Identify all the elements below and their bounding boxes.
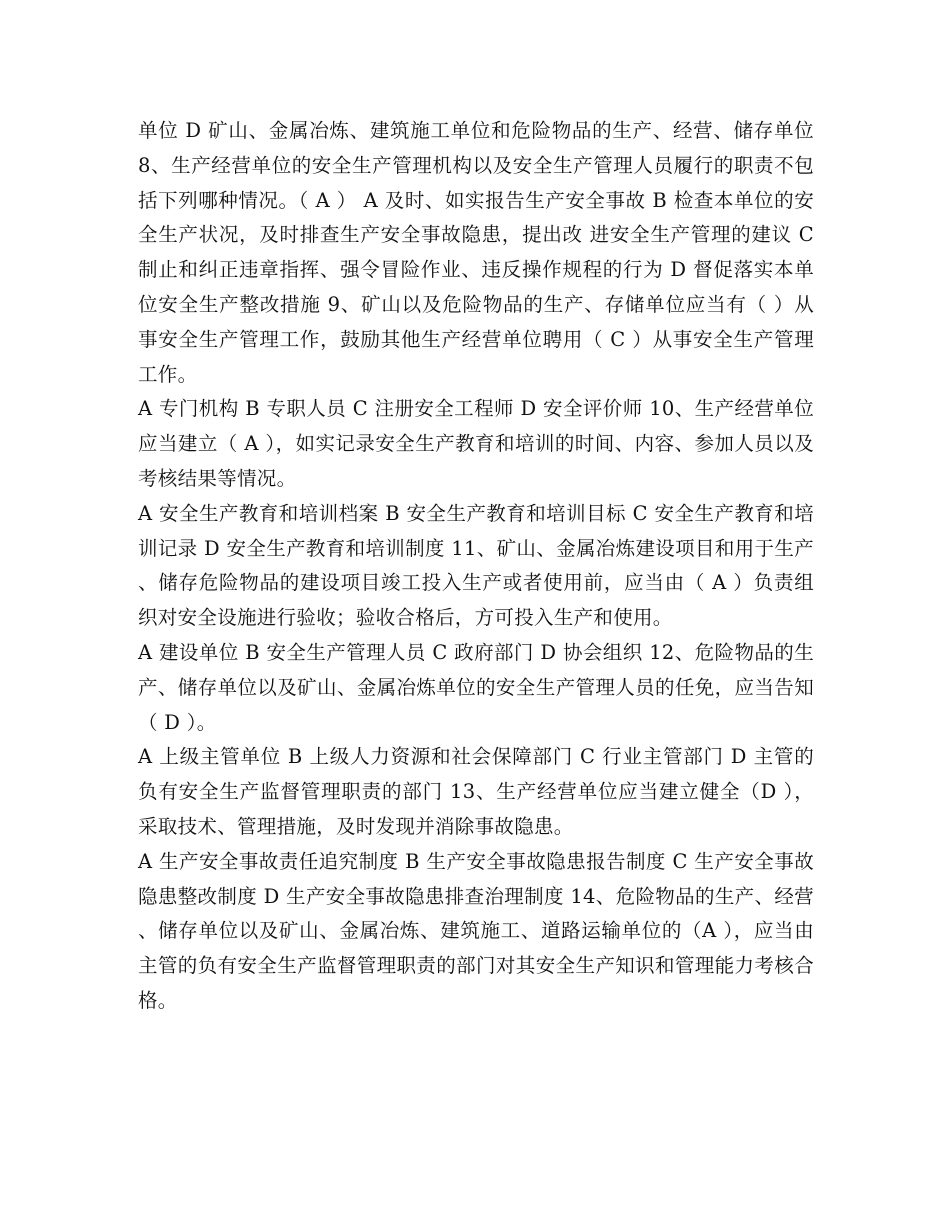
document-body xyxy=(138,114,814,1019)
paragraph-4: A 建设单位 B 安全生产管理人员 C 政府部门 D 协会组织 12、危险物品的生产、储存单位以及矿山、金属冶炼单位的安全生产管理人员的任免，应当告知（ D ）。 xyxy=(138,640,814,734)
paragraph-5: A 上级主管单位 B 上级人力资源和社会保障部门 C 行业主管部门 D 主管的负有安全生产监督管理职责的部门 13、生产经营单位应当建立健全（D ），采取技术、管理措施，及时发现并消除事故隐患。 xyxy=(138,745,814,838)
paragraph-1: 单位 D 矿山、金属冶炼、建筑施工单位和危险物品的生产、经营、储存单位 8、生产经营单位的安全生产管理机构以及安全生产管理人员履行的职责不包括下列哪种情况。（ A ） A 及时、如实报告生产安全事故 B 检查本单位的安全生产状况，及时排查生产安全事故隐患，提出改 进安全生产管理的建议 C 制止和纠正违章指挥、强令冒险作业、违反操作规程的行为 D 督促落实本单位安全生产整改措施 9、矿山以及危险物品的生产、存储单位应当有（ ）从事安全生产管理工作，鼓励其他生产经营单位聘用（ C ）从事安全生产管理工作。 xyxy=(138,119,814,386)
paragraph-2: A 专门机构 B 专职人员 C 注册安全工程师 D 安全评价师 10、生产经营单位应当建立（ A ），如实记录安全生产教育和培训的时间、内容、参加人员以及考核结果等情况。 xyxy=(138,397,814,490)
paragraph-3: A 安全生产教育和培训档案 B 安全生产教育和培训目标 C 安全生产教育和培训记录 D 安全生产教育和培训制度 11、矿山、金属冶炼建设项目和用于生产、储存危险物品的建设项目竣工投入生产或者使用前，应当由（ A ）负责组织对安全设施进行验收；验收合格后，方可投入生产和使用。 xyxy=(138,501,814,630)
paragraph-6: A 生产安全事故责任追究制度 B 生产安全事故隐患报告制度 C 生产安全事故隐患整改制度 D 生产安全事故隐患排查治理制度 14、危险物品的生产、经营、储存单位以及矿山、金属冶炼、建筑施工、道路运输单位的（A ），应当由主管的负有安全生产监督管理职责的部门对其安全生产知识和管理能力考核合格。 xyxy=(138,849,814,1012)
